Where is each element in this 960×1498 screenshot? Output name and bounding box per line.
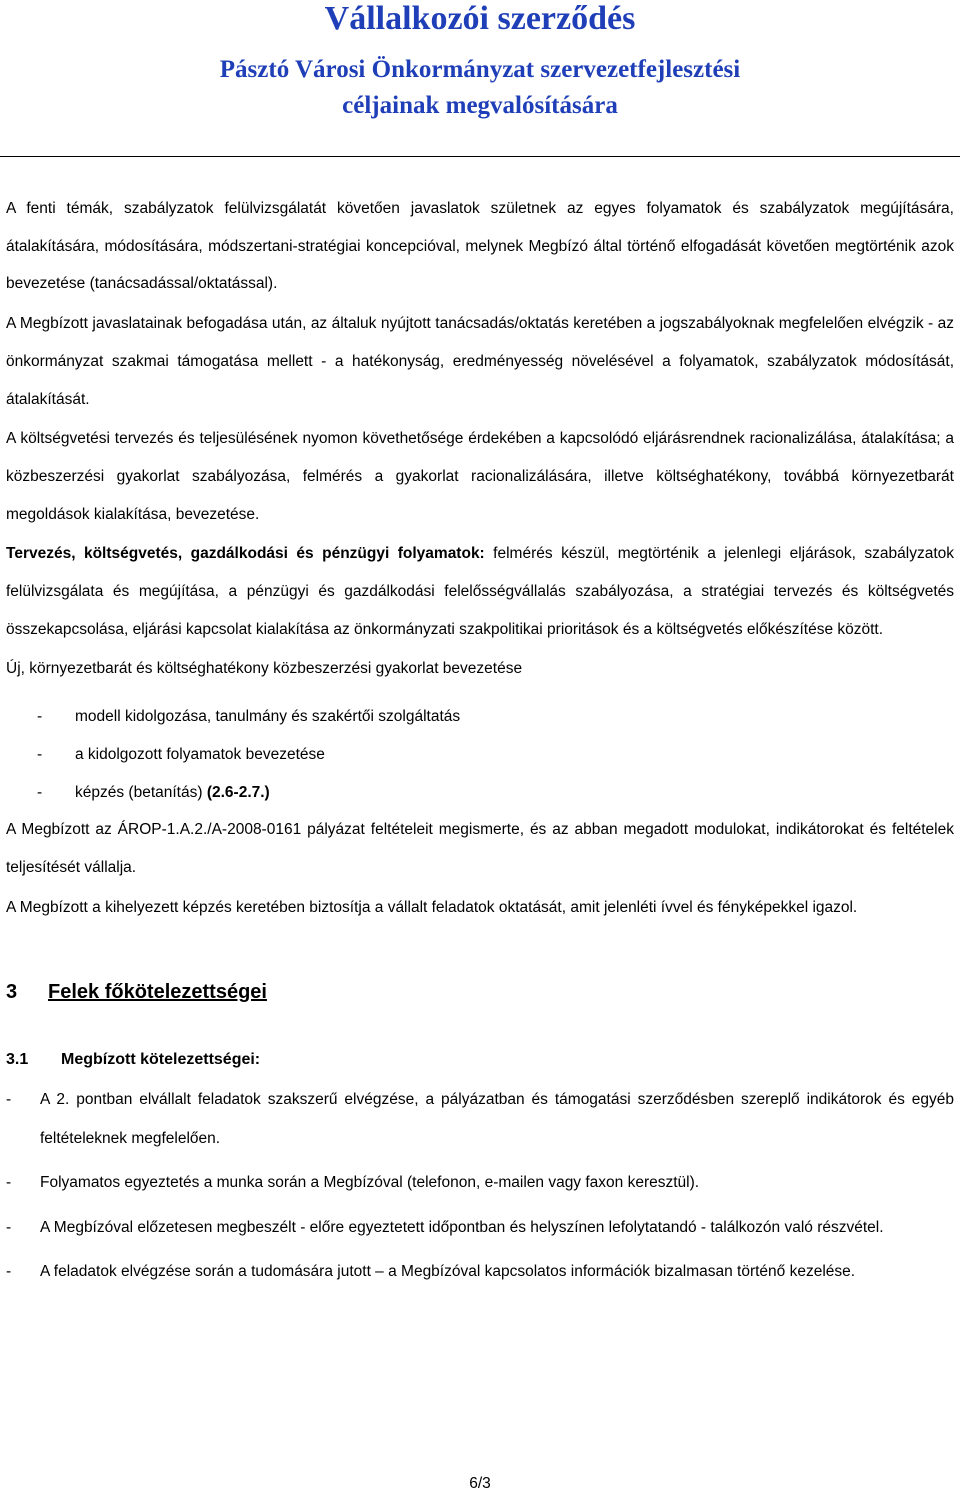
list-item [6, 774, 954, 812]
paragraph-3: A költségvetési tervezés és teljesülésének nyomon követhetősége érdekében a kapcsolódó eljárásrendnek racionalizálása, átalakítása; a közbeszerzési gyakorlat szabályozása, felmérés a gyakorlat racionalizálására, illetve költséghatékony, továbbá környezetbarát megoldások kialakítása, bevezetése. [6, 430, 954, 523]
paragraph-6: A Megbízott az ÁROP-1.A.2./A-2008-0161 pályázat feltételeit megismerte, és az abban megadott modulokat, indikátorokat és feltételek teljesítését vállalja. [6, 821, 954, 876]
list-item [6, 1209, 954, 1248]
list-item [6, 1164, 954, 1203]
list-item-text: A feladatok elvégzése során a tudomására jutott – a Megbízóval kapcsolatos információk bizalmasan történő kezelése. [40, 1263, 856, 1281]
paragraph-4-text: felmérés készül, megtörténik a jelenlegi eljárások, szabályzatok felülvizsgálata és megújítása, a pénzügyi és gazdálkodási felelősségvállalás szabályozása, a stratégiai tervezés és költségvetés összekapcsolása, eljárási kapcsolat kialakítása az önkormányzati szakpolitikai prioritások és a költségvetés előkészítése között. [6, 545, 954, 638]
dash-bullet: - [37, 783, 43, 801]
paragraph-1: A fenti témák, szabályzatok felülvizsgálatát követően javaslatok születnek az egyes folyamatok és szabályzatok megújítására, átalakítására, módosítására, módszertani-stratégiai koncepcióval, melynek Megbízó által történő elfogadását követően megtörténik azok bevezetése (tanácsadással/oktatással). [6, 200, 954, 293]
dash-bullet: - [37, 745, 43, 763]
list-item-reference: (2.6-2.7.) [206, 783, 270, 801]
document-subtitle-line2: céljainak megvalósítására [342, 92, 618, 119]
section-3-title: Felek főkötelezettségei [48, 981, 267, 1004]
section-3-number: 3 [6, 981, 18, 1004]
document-subtitle-line1: Pásztó Városi Önkormányzat szervezetfejlesztési [219, 56, 741, 83]
list-item-text: képzés (betanítás) [75, 783, 207, 801]
section-3-1-heading [6, 1043, 954, 1077]
obligations-list [6, 1081, 954, 1292]
list-item-text: A Megbízóval előzetesen megbeszélt - előre egyeztetett időpontban és helyszínen lefolytatandó - találkozón való részvétel. [40, 1218, 884, 1236]
paragraph-4-heading: Tervezés, költségvetés, gazdálkodási és pénzügyi folyamatok: [6, 545, 485, 563]
paragraph-2: A Megbízott javaslatainak befogadása után, az általuk nyújtott tanácsadás/oktatás keretében a jogszabályoknak megfelelően elvégzik - az önkormányzat szakmai támogatása mellett - a hatékonyság, eredményesség növelésével a folyamatok, szabályzatok módosítását, átalakítását. [6, 315, 954, 408]
paragraph-5: Új, környezetbarát és költséghatékony közbeszerzési gyakorlat bevezetése [6, 660, 523, 678]
list-item-text: Folyamatos egyeztetés a munka során a Megbízóval (telefonon, e-mailen vagy faxon keresztül). [40, 1174, 700, 1192]
dash-bullet: - [6, 1091, 12, 1109]
page-number: 6/3 [469, 1475, 491, 1492]
dash-bullet: - [6, 1263, 12, 1281]
section-3-heading [6, 975, 954, 1009]
list-item-text: a kidolgozott folyamatok bevezetése [75, 745, 325, 763]
list-item-text: modell kidolgozása, tanulmány és szakértői szolgáltatás [75, 708, 461, 726]
list-item [6, 1253, 954, 1292]
header-divider [0, 156, 960, 157]
paragraph-7: A Megbízott a kihelyezett képzés keretében biztosítja a vállalt feladatok oktatását, amit jelenléti ívvel és fényképekkel igazol. [6, 898, 858, 916]
list-item [6, 1081, 954, 1158]
dash-bullet: - [6, 1174, 12, 1192]
paragraph-4 [6, 535, 954, 648]
document-header [0, 0, 960, 157]
document-body [6, 190, 954, 1298]
section-3-1-title: Megbízott kötelezettségei: [61, 1051, 261, 1069]
list-item [6, 736, 954, 774]
document-title: Vállalkozói szerződés [324, 0, 636, 37]
dash-bullet: - [6, 1218, 12, 1236]
dash-bullet: - [37, 708, 43, 726]
section-3-1-number: 3.1 [6, 1051, 29, 1069]
list-item [6, 698, 954, 736]
procurement-list [6, 698, 954, 811]
list-item-text: A 2. pontban elvállalt feladatok szakszerű elvégzése, a pályázatban és támogatási szerződésben szereplő indikátorok és egyéb feltételeknek megfelelően. [40, 1091, 954, 1147]
